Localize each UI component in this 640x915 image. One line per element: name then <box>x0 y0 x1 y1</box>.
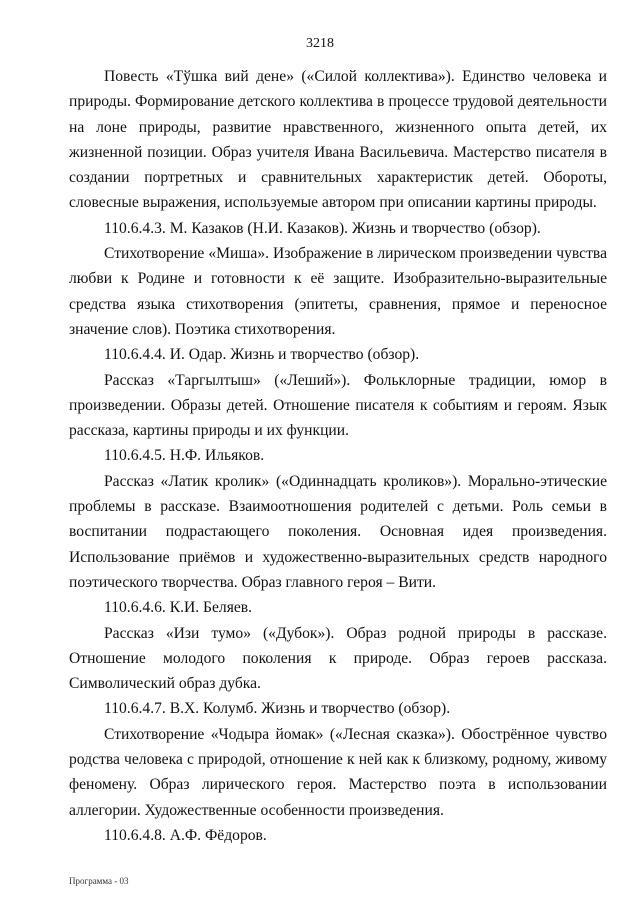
section-heading-fedorov: 110.6.4.8. А.Ф. Фёдоров. <box>104 826 267 844</box>
section-heading-belyaev: 110.6.4.6. К.И. Беляев. <box>104 599 253 617</box>
paragraph-forest-tale-poem: Стихотворение «Чодыра йомак» («Лесная сказка»). Обострённое чувство родства человека с природой, отношение к ней как к близкому, родному, живому феномену. Образ лирического героя. Мастерство поэта в использовании аллегории. Художественные особенности произведения. <box>69 725 607 819</box>
paragraph-tushka-story: Повесть «Тўшка вий дене» («Силой коллектива»). Единство человека и природы. Формирование детского коллектива в процессе трудовой деятельности на лоне природы, развитие нравственного, жизненного опыта детей, их жизненной позиции. Образ учителя Ивана Васильевича. Мастерство писателя в создании портретных и сравнительных характеристик детей. Обороты, словесные выражения, используемые автором при описании картины природы. <box>69 68 607 212</box>
section-heading-odar: 110.6.4.4. И. Одар. Жизнь и творчество (обзор). <box>104 346 420 364</box>
paragraph-dubok-story: Рассказ «Изи тумо» («Дубок»). Образ родной природы в рассказе. Отношение молодого поколения к природе. Образ героев рассказа. Символический образ дубка. <box>69 624 607 693</box>
page-footer: Программа - 03 <box>69 876 129 886</box>
section-heading-kazakov: 110.6.4.3. М. Казаков (Н.И. Казаков). Жизнь и творчество (обзор). <box>104 219 541 237</box>
section-heading-ilyakov: 110.6.4.5. Н.Ф. Ильяков. <box>104 447 265 465</box>
section-heading-kolumb: 110.6.4.7. В.Х. Колумб. Жизнь и творчество (обзор). <box>104 700 451 718</box>
paragraph-misha-poem: Стихотворение «Миша». Изображение в лирическом произведении чувства любви к Родине и готовности к её защите. Изобразительно-выразительные средства языка стихотворения (эпитеты, сравнения, прямое и переносное значение слов). Поэтика стихотворения. <box>69 245 607 338</box>
paragraph-rabbits-story: Рассказ «Латик кролик» («Одиннадцать кроликов»). Морально-этические проблемы в рассказе. Взаимоотношения родителей с детьми. Роль семьи в воспитании подрастающего поколения. Основная идея произведения. Использование приёмов и художественно-выразительных средств народного поэтического творчества. Образ главного героя – Вити. <box>69 472 607 591</box>
document-body <box>69 64 607 848</box>
paragraph-leshiy-story: Рассказ «Таргылтыш» («Леший»). Фольклорные традиции, юмор в произведении. Образы детей. Отношение писателя к событиям и героям. Язык рассказа, картины природы и их функции. <box>69 371 607 440</box>
page-number: 3218 <box>306 36 334 51</box>
